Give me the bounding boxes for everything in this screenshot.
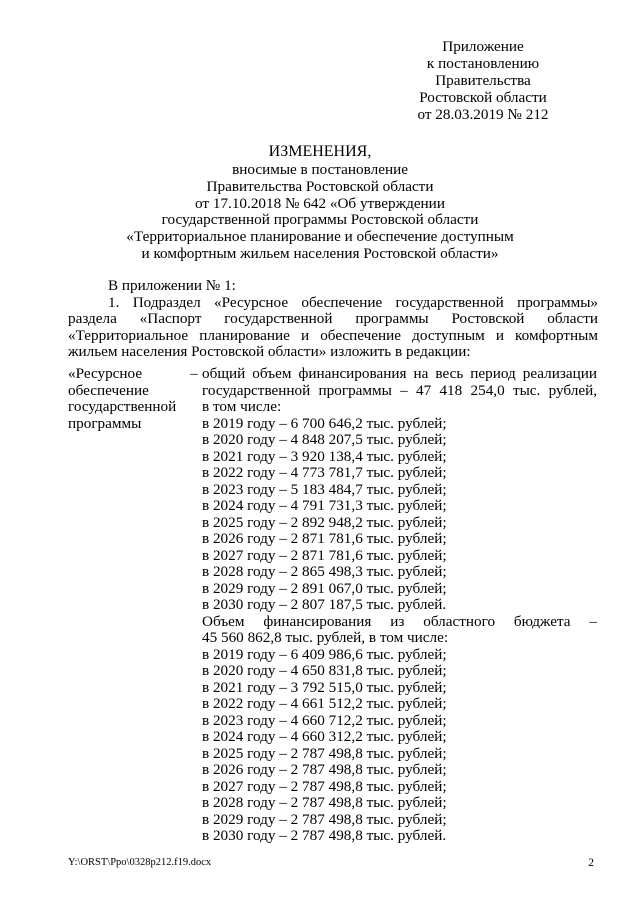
regional-year-item: в 2029 году – 2 787 498,8 тыс. рублей; [202, 810, 447, 828]
total-year-item: в 2028 году – 2 865 498,3 тыс. рублей; [202, 563, 447, 580]
total-year-item: в 2022 году – 4 773 781,7 тыс. рублей; [202, 464, 447, 481]
annex-line: к постановлению [426, 55, 540, 72]
paragraph-line: «Территориальное планирование и обеспечение доступным и комфортным [68, 326, 598, 344]
total-year-item: в 2025 году – 2 892 948,2 тыс. рублей; [202, 513, 447, 531]
regional-year-item: в 2027 году – 2 787 498,8 тыс. рублей; [202, 777, 447, 795]
annex-block [383, 39, 583, 124]
total-year-item: в 2026 году – 2 871 781,6 тыс. рублей; [202, 530, 447, 547]
regional-year-item: в 2019 году – 6 409 986,6 тыс. рублей; [202, 645, 447, 663]
dash-separator: – [190, 365, 198, 382]
total-year-item: в 2019 году – 6 700 646,2 тыс. рублей; [202, 414, 447, 432]
annex-line: Ростовской области [419, 89, 547, 106]
heading-line: государственной программы Ростовской области [161, 211, 479, 229]
total-funding-line: в том числе: [202, 398, 282, 415]
regional-year-item: в 2025 году – 2 787 498,8 тыс. рублей; [202, 744, 447, 762]
heading-line: «Территориальное планирование и обеспечение доступным [126, 228, 514, 246]
resource-label-line: «Ресурсное [68, 365, 143, 382]
resource-label-line: государственной [68, 398, 177, 415]
total-year-item: в 2029 году – 2 891 067,0 тыс. рублей; [202, 579, 447, 597]
regional-year-item: в 2021 году – 3 792 515,0 тыс. рублей; [202, 678, 447, 696]
regional-year-item: в 2024 году – 4 660 312,2 тыс. рублей; [202, 728, 447, 745]
total-year-item: в 2024 году – 4 791 731,3 тыс. рублей; [202, 497, 447, 514]
annex-reference: В приложении № 1: [108, 277, 236, 294]
heading-line: и комфортным жильем населения Ростовской области» [141, 244, 499, 262]
regional-year-item: в 2028 году – 2 787 498,8 тыс. рублей; [202, 794, 447, 811]
regional-year-item: в 2030 году – 2 787 498,8 тыс. рублей. [202, 827, 447, 844]
document-title: ИЗМЕНЕНИЯ, [268, 143, 372, 160]
intro-section [68, 278, 598, 361]
resource-label-column [68, 366, 186, 432]
resource-label-line: программы [68, 414, 142, 432]
regional-year-item: в 2023 году – 4 660 712,2 тыс. рублей; [202, 711, 447, 729]
regional-funding-line: 45 560 862,8 тыс. рублей, в том числе: [202, 629, 449, 646]
heading-line: от 17.10.2018 № 642 «Об утверждении [195, 194, 445, 212]
total-year-item: в 2027 году – 2 871 781,6 тыс. рублей; [202, 546, 447, 564]
annex-line: Приложение [442, 38, 524, 55]
paragraph-line: раздела «Паспорт государственной программы Ростовской области [68, 310, 598, 327]
paragraph-line: жильем населения Ростовской области» изложить в редакции: [68, 343, 471, 360]
total-year-item: в 2020 году – 4 848 207,5 тыс. рублей; [202, 431, 447, 448]
total-funding-line: общий объем финансирования на весь период реализации [202, 365, 597, 382]
regional-funding-line: Объем финансирования из областного бюджета – [202, 612, 597, 630]
funding-details-column [202, 366, 597, 845]
paragraph-line: 1. Подраздел «Ресурсное обеспечение государственной программы» [108, 293, 598, 311]
regional-year-item: в 2020 году – 4 650 831,8 тыс. рублей; [202, 662, 447, 679]
page-number: 2 [588, 857, 594, 869]
total-year-item: в 2021 году – 3 920 138,4 тыс. рублей; [202, 447, 447, 465]
heading-line: Правительства Ростовской области [206, 177, 434, 195]
total-funding-line: государственной программы – 47 418 254,0 тыс. рублей, [202, 381, 597, 399]
total-year-item: в 2023 году – 5 183 484,7 тыс. рублей; [202, 480, 447, 498]
document-heading [60, 144, 580, 263]
resource-label-line: обеспечение [68, 381, 149, 399]
total-year-item: в 2030 году – 2 807 187,5 тыс. рублей. [202, 596, 447, 613]
regional-year-item: в 2022 году – 4 661 512,2 тыс. рублей; [202, 695, 447, 712]
regional-year-item: в 2026 году – 2 787 498,8 тыс. рублей; [202, 761, 447, 778]
annex-line: Правительства [435, 72, 531, 89]
annex-line: от 28.03.2019 № 212 [417, 106, 549, 123]
heading-line: вносимые в постановление [232, 161, 408, 178]
file-path: Y:\ORST\Ppo\0328p212.f19.docx [68, 857, 212, 868]
